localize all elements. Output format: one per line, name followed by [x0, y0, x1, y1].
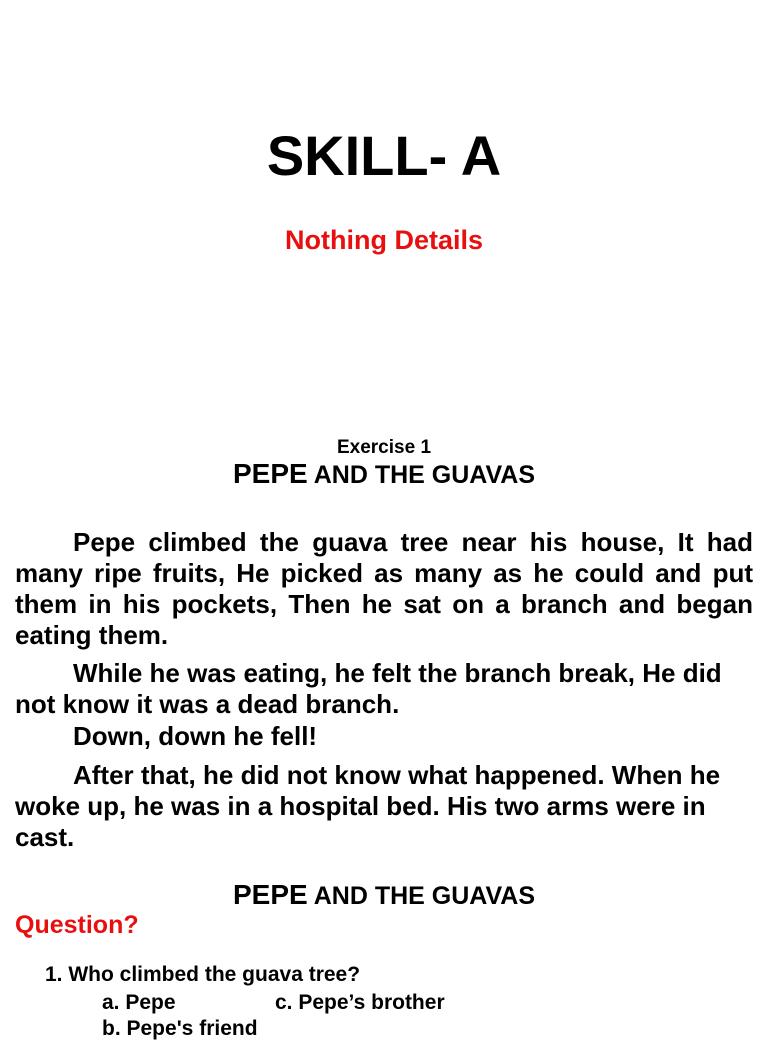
story-title-rest: AND THE GUAVAS [307, 461, 536, 489]
exercise-label: Exercise 1 [336, 437, 432, 458]
question-heading: Question? [15, 911, 139, 939]
story-paragraph: While he was eating, he felt the branch break, He did not know it was a dead branch. [15, 658, 722, 719]
answer-option-a[interactable]: a. Pepe [102, 991, 176, 1014]
page-title: SKILL- A [266, 124, 502, 187]
story-paragraph: After that, he did not know what happened. When he woke up, he was in a hospital bed. His two arms were in cast. [15, 760, 721, 852]
page-subtitle: Nothing Details [284, 225, 483, 255]
answer-option-c[interactable]: c. Pepe’s brother [275, 991, 445, 1014]
story-paragraph: Down, down he fell! [73, 721, 318, 751]
question-text: 1. Who climbed the guava tree? [45, 963, 361, 986]
story-title-first-word: PEPE [232, 458, 308, 489]
story-title-repeat [0, 880, 768, 911]
story-title [0, 459, 768, 490]
story-title-rest: AND THE GUAVAS [307, 882, 536, 910]
answer-option-b[interactable]: b. Pepe's friend [102, 1017, 258, 1040]
story-title-first-word: PEPE [232, 879, 308, 910]
story-paragraph: Pepe climbed the guava tree near his house, It had many ripe fruits, He picked as many as he could and put them in his pockets, Then he sat on a branch and began eating them. [15, 527, 753, 650]
